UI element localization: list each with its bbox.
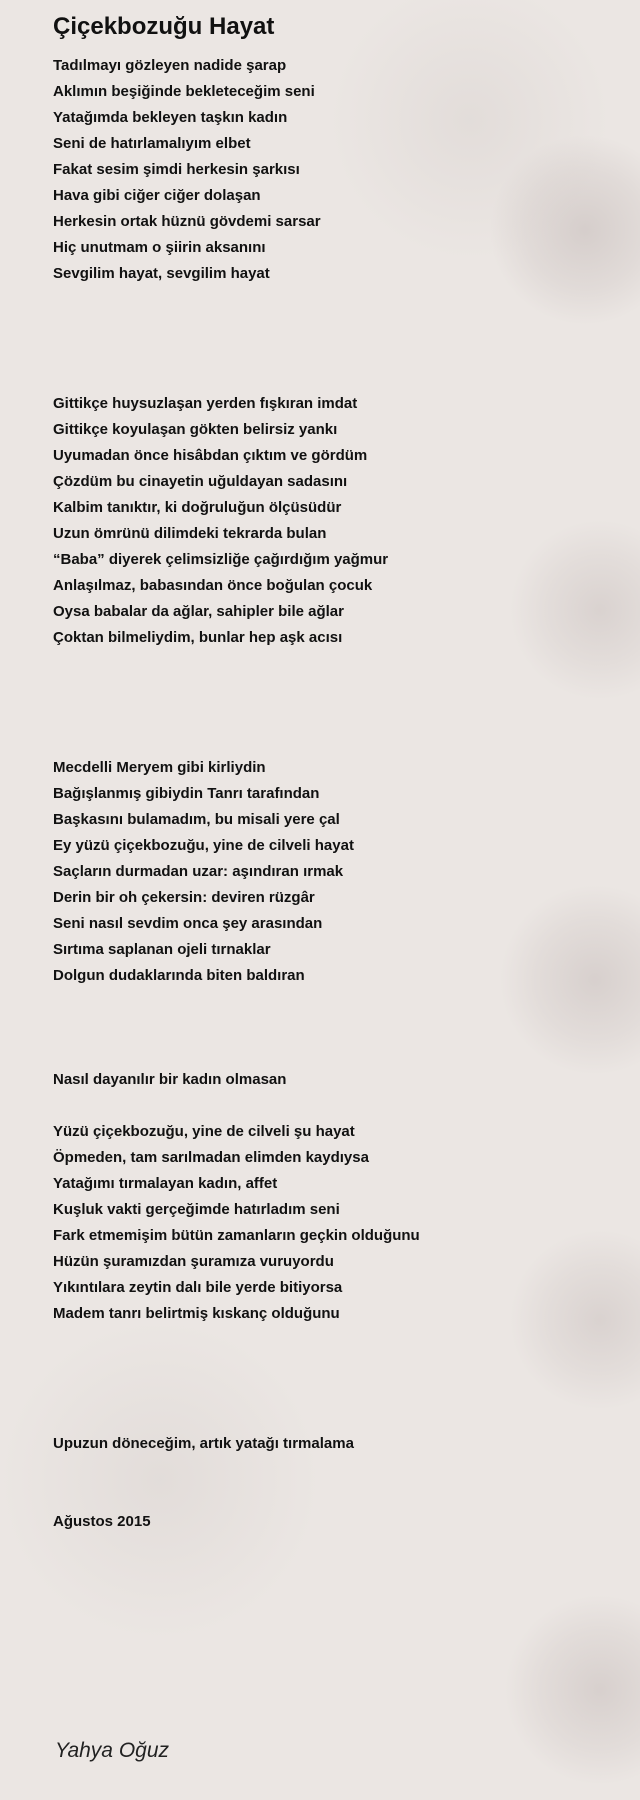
poem-line: Tadılmayı gözleyen nadide şarap	[53, 57, 287, 74]
poem-line: Sevgilim hayat, sevgilim hayat	[53, 265, 270, 282]
stanza	[53, 1119, 613, 1327]
poem-line: Hüzün şuramızdan şuramıza vuruyordu	[53, 1253, 334, 1270]
poem-date	[53, 1509, 613, 1535]
poem-line: Seni nasıl sevdim onca şey arasından	[53, 915, 323, 932]
poem-line: Nasıl dayanılır bir kadın olmasan	[53, 1071, 287, 1088]
poem-line: Derin bir oh çekersin: deviren rüzgâr	[53, 889, 315, 906]
poem-line: Mecdelli Meryem gibi kirliydin	[53, 759, 266, 776]
poem-line: Oysa babalar da ağlar, sahipler bile ağlar	[53, 603, 344, 620]
poem-line: Yatağımda bekleyen taşkın kadın	[53, 109, 288, 126]
stanza	[53, 391, 613, 651]
poem-line: Çoktan bilmeliydim, bunlar hep aşk acısı	[53, 629, 343, 646]
poem-line: Seni de hatırlamalıyım elbet	[53, 135, 251, 152]
poem-line: Upuzun döneceğim, artık yatağı tırmalama	[53, 1435, 354, 1452]
poem-line: Aklımın beşiğinde bekleteceğim seni	[53, 83, 315, 100]
poem-line: Bağışlanmış gibiydin Tanrı tarafından	[53, 785, 320, 802]
poem-container	[53, 10, 613, 1535]
poem-line: Kuşluk vakti gerçeğimde hatırladım seni	[53, 1201, 340, 1218]
poem-line: Yıkıntılara zeytin dalı bile yerde bitiyorsa	[53, 1279, 343, 1296]
poem-line: Öpmeden, tam sarılmadan elimden kaydıysa	[53, 1149, 369, 1166]
poem-line: Dolgun dudaklarında biten baldıran	[53, 967, 305, 984]
poem-line: Ey yüzü çiçekbozuğu, yine de cilveli hayat	[53, 837, 354, 854]
poem-line: Uzun ömrünü dilimdeki tekrarda bulan	[53, 525, 327, 542]
stanza	[53, 1067, 613, 1093]
poem-body	[53, 53, 613, 1535]
poem-line: Yatağımı tırmalayan kadın, affet	[53, 1175, 278, 1192]
stanza	[53, 1431, 613, 1457]
stanza	[53, 53, 613, 287]
poem-line: Saçların durmadan uzar: aşındıran ırmak	[53, 863, 344, 880]
poem-line: Gittikçe huysuzlaşan yerden fışkıran imdat	[53, 395, 358, 412]
poem-title: Çiçekbozuğu Hayat	[53, 13, 275, 40]
poem-line: Hava gibi ciğer ciğer dolaşan	[53, 187, 261, 204]
poem-line: Herkesin ortak hüznü gövdemi sarsar	[53, 213, 321, 230]
poem-author: Yahya Oğuz	[55, 1739, 170, 1762]
stanza	[53, 755, 613, 989]
poem-line: Madem tanrı belirtmiş kıskanç olduğunu	[53, 1305, 340, 1322]
poem-line: “Baba” diyerek çelimsizliğe çağırdığım yağmur	[53, 551, 389, 568]
poem-line: Sırtıma saplanan ojeli tırnaklar	[53, 941, 271, 958]
poem-line: Başkasını bulamadım, bu misali yere çal	[53, 811, 340, 828]
poem-line: Kalbim tanıktır, ki doğruluğun ölçüsüdür	[53, 499, 342, 516]
poem-line: Uyumadan önce hisâbdan çıktım ve gördüm	[53, 447, 368, 464]
poem-line: Ağustos 2015	[53, 1513, 151, 1530]
poem-line: Yüzü çiçekbozuğu, yine de cilveli şu hayat	[53, 1123, 355, 1140]
poem-line: Fark etmemişim bütün zamanların geçkin olduğunu	[53, 1227, 420, 1244]
poem-line: Hiç unutmam o şiirin aksanını	[53, 239, 266, 256]
poem-line: Fakat sesim şimdi herkesin şarkısı	[53, 161, 300, 178]
poem-line: Gittikçe koyulaşan gökten belirsiz yankı	[53, 421, 338, 438]
poem-line: Anlaşılmaz, babasından önce boğulan çocuk	[53, 577, 373, 594]
poem-line: Çözdüm bu cinayetin uğuldayan sadasını	[53, 473, 348, 490]
